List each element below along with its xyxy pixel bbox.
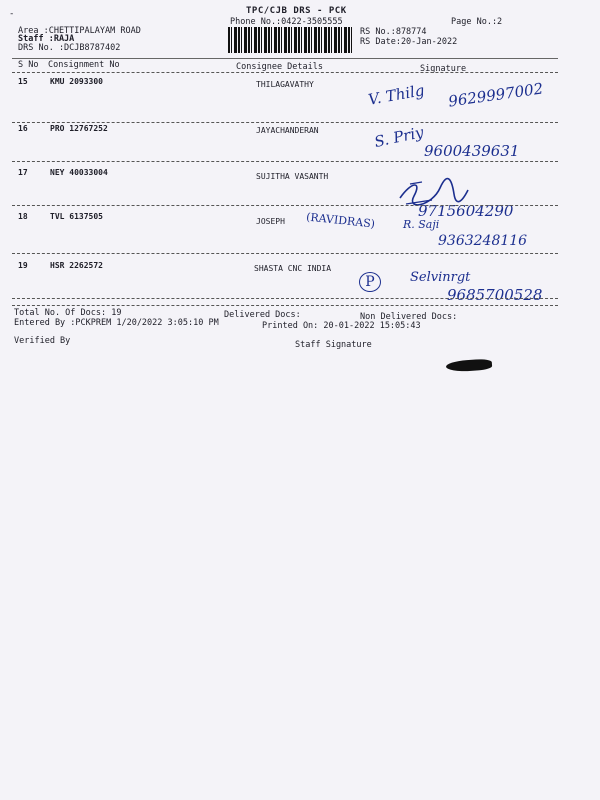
row-19-consignment: HSR 2262572 bbox=[50, 261, 103, 270]
row-16-consignment: PRO 12767252 bbox=[50, 124, 108, 133]
printed-on: Printed On: 20-01-2022 15:05:43 bbox=[262, 321, 421, 331]
row-16-phone: 9600439631 bbox=[424, 142, 520, 160]
phone-number: Phone No.:0422-3505555 bbox=[230, 17, 343, 27]
total-docs: Total No. Of Docs: 19 bbox=[14, 308, 122, 318]
row-19-signature: Selvinrgt bbox=[410, 270, 471, 285]
row-divider bbox=[12, 205, 558, 206]
row-19-mark: P bbox=[359, 272, 381, 292]
row-divider bbox=[12, 253, 558, 254]
barcode-image bbox=[228, 27, 352, 53]
row-16-sno: 16 bbox=[18, 124, 28, 133]
row-17-phone: 9715604290 bbox=[418, 202, 514, 220]
header-divider bbox=[12, 58, 558, 59]
area-label: Area :CHETTIPALAYAM ROAD bbox=[18, 26, 141, 36]
col-consignment: Consignment No bbox=[48, 60, 120, 70]
page-number: Page No.:2 bbox=[451, 17, 503, 27]
verified-by: Verified By bbox=[14, 336, 71, 346]
row-18-consignee: JOSEPH bbox=[256, 217, 285, 226]
rs-number: RS No.:878774 bbox=[360, 27, 427, 37]
ink-smudge bbox=[446, 358, 493, 372]
row-19-phone: 9685700528 bbox=[447, 286, 543, 304]
column-header-divider bbox=[12, 72, 558, 73]
row-16-signature: S. Priy bbox=[372, 123, 426, 151]
staff-label: Staff :RAJA bbox=[18, 34, 75, 44]
corner-mark: - bbox=[9, 9, 15, 19]
row-divider bbox=[12, 161, 558, 162]
drs-number: DRS No. :DCJB8787402 bbox=[18, 43, 121, 53]
row-15-consignee: THILAGAVATHY bbox=[256, 80, 314, 89]
col-sno: S No bbox=[18, 60, 39, 70]
delivered-docs: Delivered Docs: bbox=[224, 310, 301, 320]
row-15-consignment: KMU 2093300 bbox=[50, 77, 103, 86]
col-signature: Signature bbox=[420, 64, 467, 74]
rs-date: RS Date:20-Jan-2022 bbox=[360, 37, 458, 47]
row-18-phone: 9363248116 bbox=[438, 233, 528, 249]
row-divider bbox=[12, 298, 558, 299]
row-18-consignment: TVL 6137505 bbox=[50, 212, 103, 221]
row-15-phone: 9629997002 bbox=[447, 79, 545, 111]
row-18-note: (RAVIDRAS) bbox=[305, 210, 376, 231]
row-18-signature: R. Saji bbox=[403, 218, 440, 231]
row-19-sno: 19 bbox=[18, 261, 28, 270]
staff-signature-label: Staff Signature bbox=[295, 340, 372, 350]
row-17-consignment: NEY 40033004 bbox=[50, 168, 108, 177]
entered-by: Entered By :PCKPREM 1/20/2022 3:05:10 PM bbox=[14, 318, 219, 328]
row-divider bbox=[12, 122, 558, 123]
non-delivered-docs: Non Delivered Docs: bbox=[360, 312, 458, 322]
footer-divider bbox=[12, 305, 558, 306]
row-17-sno: 17 bbox=[18, 168, 28, 177]
row-15-signature: V. Thilg bbox=[366, 81, 426, 109]
row-19-consignee: SHASTA CNC INDIA bbox=[254, 264, 332, 273]
document-title: TPC/CJB DRS - PCK bbox=[246, 6, 347, 16]
row-16-consignee: JAYACHANDERAN bbox=[256, 126, 319, 135]
row-18-sno: 18 bbox=[18, 212, 28, 221]
col-consignee: Consignee Details bbox=[236, 62, 323, 72]
row-15-sno: 15 bbox=[18, 77, 28, 86]
row-17-consignee: SUJITHA VASANTH bbox=[256, 172, 329, 181]
